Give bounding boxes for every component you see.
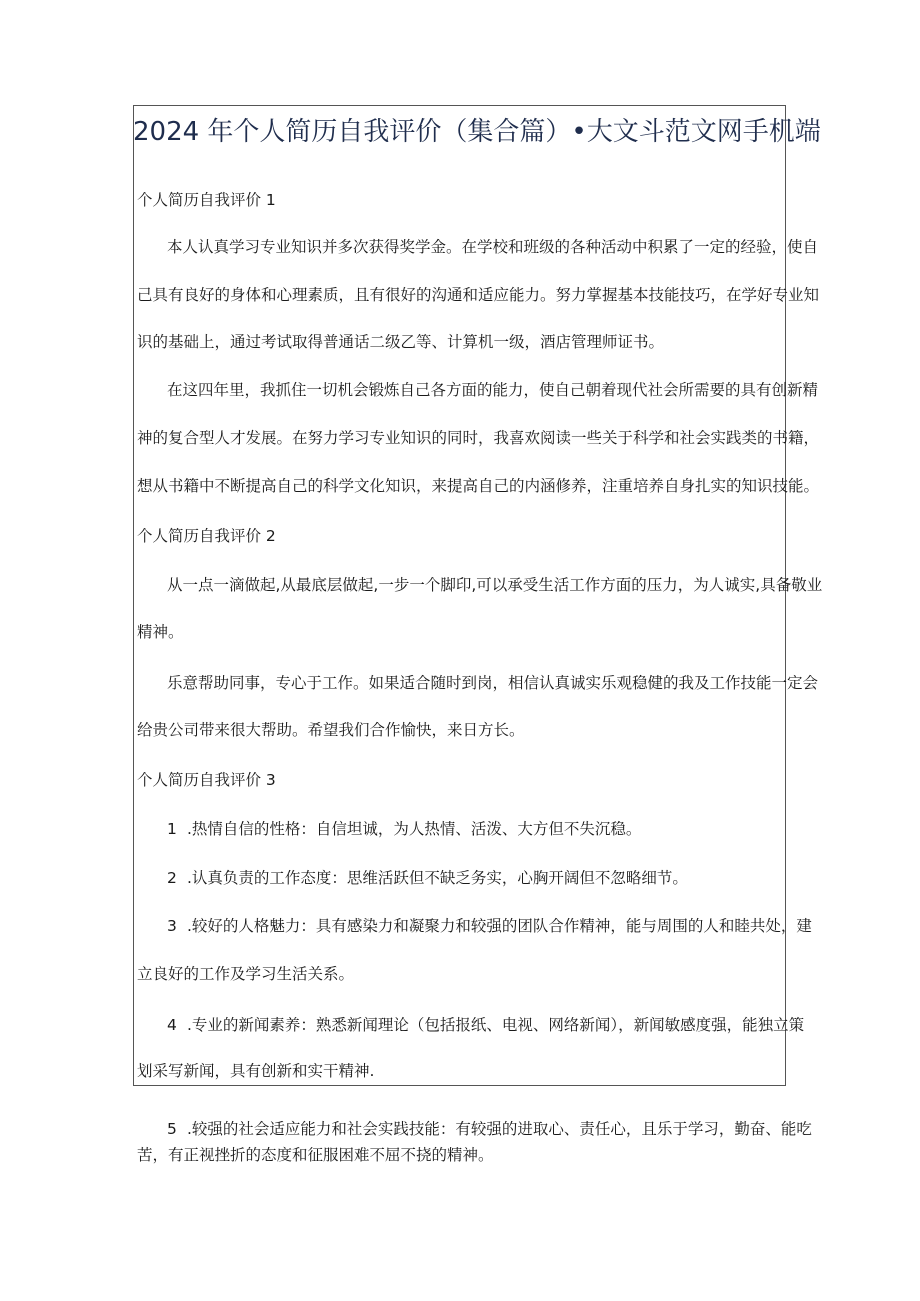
page-title: 2024 年个人简历自我评价（集合篇）•大文斗范文网手机端 [133, 117, 821, 147]
list-item-number: 5 [167, 1120, 177, 1138]
paragraph-line: 神的复合型人才发展。在努力学习专业知识的同时，我喜欢阅读一些关于科学和社会实践类的书籍， [137, 429, 820, 447]
paragraph-line: 本人认真学习专业知识并多次获得奖学金。在学校和班级的各种活动中积累了一定的经验，使自 [167, 238, 819, 256]
list-item [167, 1117, 812, 1141]
list-item [167, 1013, 805, 1037]
list-item-text: .专业的新闻素养：熟悉新闻理论（包括报纸、电视、网络新闻），新闻敏感度强，能独立策 [187, 1016, 805, 1034]
list-item-continuation: 苦，有正视挫折的态度和征服困难不屈不挠的精神。 [137, 1146, 494, 1164]
list-item-continuation: 划采写新闻，具有创新和实干精神. [137, 1062, 375, 1080]
paragraph-line: 精神。 [137, 623, 184, 641]
paragraph-line: 乐意帮助同事，专心于工作。如果适合随时到岗，相信认真诚实乐观稳健的我及工作技能一定会 [167, 674, 819, 692]
paragraph-line: 识的基础上，通过考试取得普通话二级乙等、计算机一级，酒店管理师证书。 [137, 333, 665, 351]
list-item-text: .认真负责的工作态度：思维活跃但不缺乏务实，心胸开阔但不忽略细节。 [187, 869, 688, 887]
list-item-number: 2 [167, 869, 177, 887]
list-item-text: .较好的人格魅力：具有感染力和凝聚力和较强的团队合作精神，能与周围的人和睦共处，建 [187, 917, 812, 935]
list-item-number: 1 [167, 820, 177, 838]
list-item [167, 914, 812, 938]
list-item [167, 817, 783, 841]
list-item-text: .热情自信的性格：自信坦诚，为人热情、活泼、大方但不失沉稳。 [187, 820, 642, 838]
paragraph-line: 从一点一滴做起,从最底层做起,一步一个脚印,可以承受生活工作方面的压力，为人诚实,具备敬业 [167, 576, 823, 594]
list-item-continuation: 立良好的工作及学习生活关系。 [137, 965, 355, 983]
section-heading-1: 个人简历自我评价 1 [137, 191, 276, 209]
paragraph-line: 己具有良好的身体和心理素质，且有很好的沟通和适应能力。努力掌握基本技能技巧，在学好专业知 [137, 286, 820, 304]
paragraph-line: 给贵公司带来很大帮助。希望我们合作愉快，来日方长。 [137, 721, 525, 739]
paragraph-line: 在这四年里，我抓住一切机会锻炼自己各方面的能力，使自己朝着现代社会所需要的具有创新精 [167, 381, 819, 399]
list-item-number: 3 [167, 917, 177, 935]
list-item-text: .较强的社会适应能力和社会实践技能：有较强的进取心、责任心，且乐于学习，勤奋、能吃 [187, 1120, 812, 1138]
section-heading-3: 个人简历自我评价 3 [137, 771, 276, 789]
section-heading-2: 个人简历自我评价 2 [137, 527, 276, 545]
paragraph-line: 想从书籍中不断提高自己的科学文化知识，来提高自己的内涵修养，注重培养自身扎实的知识技能。 [137, 477, 820, 495]
list-item [167, 866, 783, 890]
list-item-number: 4 [167, 1016, 177, 1034]
